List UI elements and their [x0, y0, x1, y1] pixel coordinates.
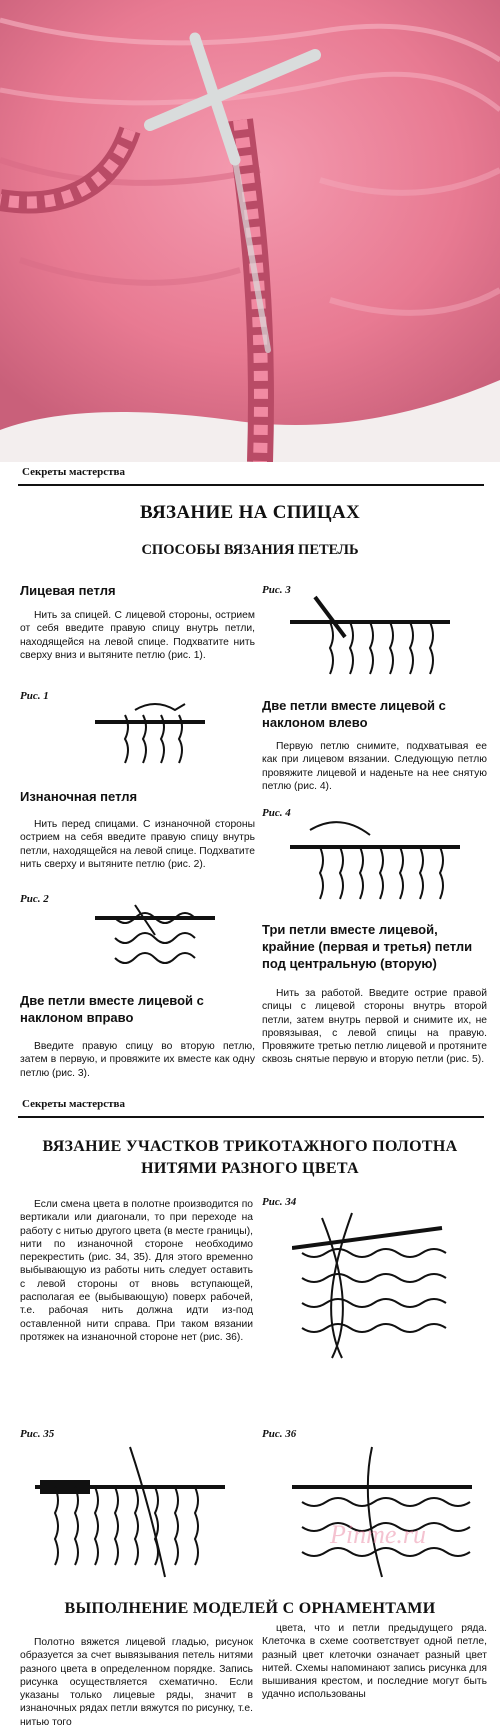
yarn-photo-illustration: [0, 0, 500, 462]
figure-3-diagram: [290, 592, 460, 677]
figure-label-3: Рис. 3: [262, 584, 291, 596]
heading-three-together: Три петли вместе лицевой, крайние (первая и третья) петли под центральную (вторую): [262, 922, 473, 971]
ornament-title: ВЫПОЛНЕНИЕ МОДЕЛЕЙ С ОРНАМЕНТАМИ: [64, 1600, 436, 1617]
figure-label-35: Рис. 35: [20, 1428, 55, 1440]
figure-35-diagram: [35, 1442, 235, 1582]
text-knit-stitch: Нить за спицей. С лицевой стороны, острием от себя введите правую спицу внутрь петли, находящейся на левой спице. Подхватите нить сверху вниз и вытяните петлю (рис. 1).: [20, 610, 255, 661]
heading-purl-stitch: Изнаночная петля: [20, 789, 138, 804]
watermark: Pinme.ru: [330, 1520, 427, 1549]
heading-knit-stitch: Лицевая петля: [20, 583, 116, 598]
figure-4-diagram: [290, 815, 470, 900]
text-ornament-left: Полотно вяжется лицевой гладью, рисунок образуется за счет вывязывания петель нитями разного цвета в определенном порядке. Запись рисунка осуществляется схематично. Если указаны только лицевые ряды, значит в изнаночных рядах петли вяжутся по рисунку, т.е. нитью того: [20, 1637, 253, 1728]
text-purl-stitch: Нить перед спицами. С изнаночной стороны острием на себя введите правую спицу внутрь петли, находящейся на левой спице. Подхватите нить сверху и вытяните петлю (рис. 2).: [20, 819, 255, 870]
text-ornament-right: цвета, что и петли предыдущего ряда. Клеточка в схеме соответствует одной петле, разный цвет клеточки означает разный цвет нитей. Схемы напоминают запись рисунка для вышивания крестом, и последние могут быть удачно использованы: [262, 1623, 487, 1701]
figure-2-diagram: [95, 900, 225, 975]
figure-label-4: Рис. 4: [262, 807, 291, 819]
text-two-left: Первую петлю снимите, подхватывая ее как при лицевом вязании. Следующую петлю провяжите лицевой и наденьте на нее снятую петлю (рис. 4).: [262, 741, 487, 792]
figure-label-34: Рис. 34: [262, 1196, 297, 1208]
text-two-right: Введите правую спицу во вторую петлю, затем в первую, и провяжите их вместе как одну петлю (рис. 3).: [20, 1041, 255, 1079]
divider-2: [18, 1116, 484, 1118]
section-label: Секреты мастерства: [22, 466, 125, 478]
figure-36-diagram: [292, 1442, 482, 1582]
page2-title-line2: НИТЯМИ РАЗНОГО ЦВЕТА: [141, 1160, 359, 1177]
figure-34-diagram: [292, 1208, 482, 1368]
text-three-together: Нить за работой. Введите острие правой спицы с лицевой стороны внутрь второй петли, затем внутрь первой и снимите их, не провязывая, с левой спицы на правую. Провяжите третью петлю лицевой и протяните сквозь снятые первую и вторую петли (рис. 5).: [262, 988, 487, 1066]
page2-title-line1: ВЯЗАНИЕ УЧАСТКОВ ТРИКОТАЖНОГО ПОЛОТНА: [42, 1138, 458, 1155]
page-subtitle: СПОСОБЫ ВЯЗАНИЯ ПЕТЕЛЬ: [141, 542, 359, 558]
heading-two-right: Две петли вместе лицевой с наклоном вправо: [20, 993, 204, 1025]
heading-two-left: Две петли вместе лицевой с наклоном влево: [262, 698, 446, 730]
divider: [18, 484, 484, 486]
text-color-change: Если смена цвета в полотне производится по вертикали или диагонали, то при переходе на работу с нитью другого цвета (в месте границы), нити по изнаночной стороне необходимо перекрестить (рис. 34, 35). Для этого временно выбывающую из работы нить следует оставить с левой стороны от вновь вступающей, располагая ее (выбывающую) поверх рабочей, т.е. рабочая нить должна идти из-под оставленной нити справа. При таком вязании протяжек на изнаночной стороне нет (рис. 36).: [20, 1199, 253, 1343]
figure-label-1: Рис. 1: [20, 690, 49, 702]
figure-label-2: Рис. 2: [20, 893, 49, 905]
page-title: ВЯЗАНИЕ НА СПИЦАХ: [139, 502, 361, 523]
figure-1-diagram: [95, 700, 225, 770]
figure-label-36: Рис. 36: [262, 1428, 297, 1440]
yarn-photo: [0, 0, 500, 462]
section-label-2: Секреты мастерства: [22, 1098, 125, 1110]
